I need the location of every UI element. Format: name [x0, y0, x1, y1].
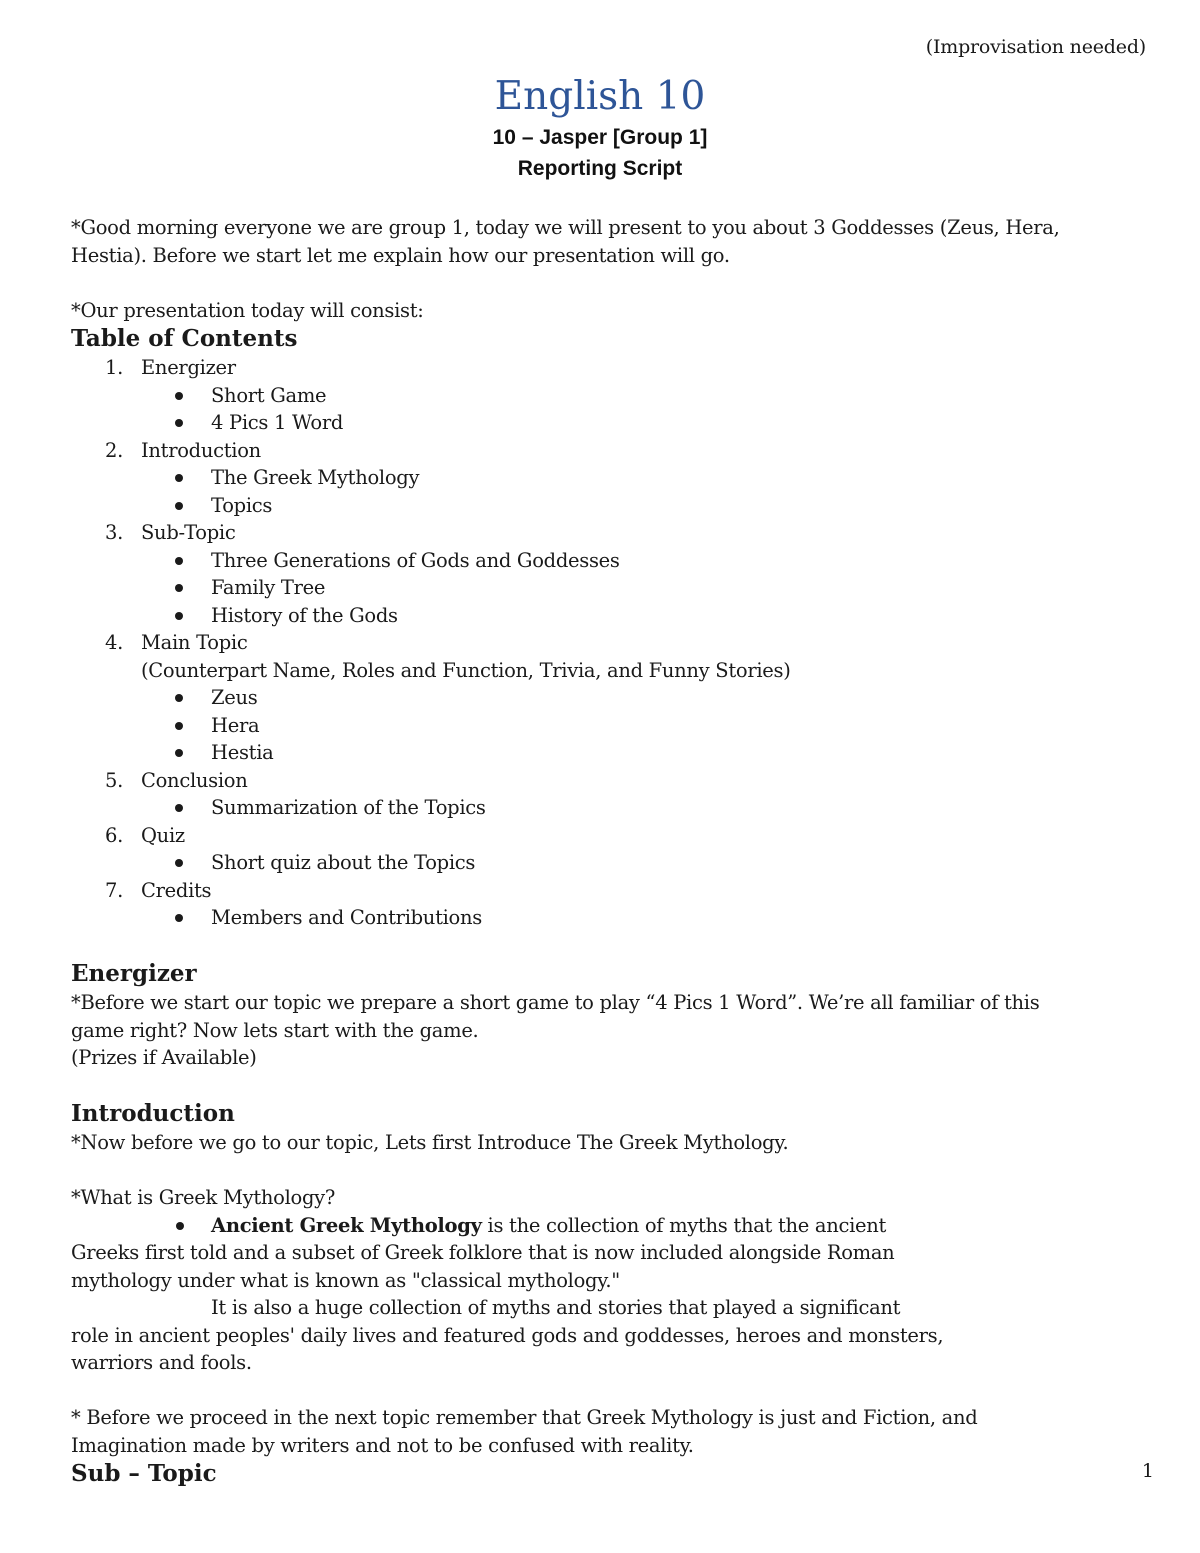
toc-item-number: 5.: [105, 768, 124, 792]
toc-item-number: 6.: [105, 823, 124, 847]
bullet-dot: [175, 474, 183, 482]
bullet-dot: [175, 694, 183, 702]
definition-term: Ancient Greek Mythology: [211, 1213, 482, 1237]
toc-list: [71, 354, 1131, 932]
toc-item-label: Introduction: [141, 438, 261, 462]
toc-subitem: [141, 547, 1131, 575]
bullet-dot: [175, 392, 183, 400]
definition-text-3: mythology under what is known as "classical mythology.": [71, 1268, 620, 1292]
toc-subitem: [141, 382, 1131, 410]
also-line-1: It is also a huge collection of myths and stories that played a significant: [211, 1296, 901, 1319]
toc-subitem-label: Summarization of the Topics: [211, 796, 486, 819]
toc-item: [71, 629, 1131, 767]
toc-item: [71, 767, 1131, 822]
toc-item-label: Sub-Topic: [141, 521, 236, 544]
bullet-dot: [175, 502, 183, 510]
toc-item: [71, 437, 1131, 520]
toc-subitem: [141, 464, 1131, 492]
toc-subitem: [141, 684, 1131, 712]
improvisation-note: (Improvisation needed): [925, 36, 1146, 58]
toc-subitem-label: Hera: [211, 713, 260, 737]
toc-subitem: [141, 409, 1131, 437]
energizer-line-1: *Before we start our topic we prepare a short game to play “4 Pics 1 Word”. We’re all familiar of this: [71, 991, 1040, 1014]
bullet-dot: [175, 749, 183, 757]
toc-subitem-label: Three Generations of Gods and Goddesses: [211, 548, 620, 572]
toc-item-number: 7.: [105, 878, 124, 902]
toc-subitem: [141, 794, 1131, 822]
bullet-dot: [175, 557, 183, 565]
energizer-line-2: game right? Now lets start with the game.: [71, 1018, 479, 1042]
toc-sublist: [141, 684, 1131, 767]
bullet-dot: [175, 859, 183, 867]
toc-subitem: [141, 904, 1131, 932]
page-number: 1: [1141, 1460, 1154, 1482]
toc-subitem-label: Short Game: [211, 383, 327, 407]
toc-subitem-label: History of the Gods: [211, 603, 398, 627]
definition-bullet: [71, 1212, 1131, 1240]
toc-item-number: 2.: [105, 438, 124, 462]
toc-subitem-label: Zeus: [211, 686, 258, 709]
greeting-line-1: *Good morning everyone we are group 1, today we will present to you about 3 Goddesses (Zeus, Hera,: [71, 216, 1060, 239]
toc-sublist: [141, 794, 1131, 822]
bullet-dot: [176, 1222, 184, 1230]
toc-item-label: Main Topic: [141, 631, 248, 654]
toc-subitem-label: The Greek Mythology: [211, 466, 420, 489]
toc-subitem: [141, 739, 1131, 767]
toc-subitem-label: Topics: [211, 493, 273, 517]
bullet-dot: [175, 722, 183, 730]
document-title: English 10: [494, 74, 706, 119]
toc-subitem: [141, 849, 1131, 877]
toc-heading: Table of Contents: [71, 325, 298, 352]
bullet-dot: [175, 612, 183, 620]
introduction-heading: Introduction: [71, 1100, 235, 1127]
toc-subitem-label: Family Tree: [211, 576, 326, 599]
toc-item-number: 4.: [105, 631, 124, 654]
toc-subitem-label: 4 Pics 1 Word: [211, 411, 344, 434]
fiction-note-2: Imagination made by writers and not to be confused with reality.: [71, 1433, 694, 1457]
also-line-2: role in ancient peoples' daily lives and featured gods and goddesses, heroes and monsters,: [71, 1323, 944, 1347]
toc-sublist: [141, 382, 1131, 437]
toc-item: [71, 354, 1131, 437]
toc-subitem-label: Hestia: [211, 741, 274, 764]
introduction-line-1: *Now before we go to our topic, Lets first Introduce The Greek Mythology.: [71, 1131, 789, 1154]
toc-subitem: [141, 712, 1131, 740]
toc-item-number: 3.: [105, 521, 124, 544]
toc-item-label: Conclusion: [141, 768, 248, 792]
toc-item-number: 1.: [105, 356, 124, 379]
group-subtitle: 10 – Jasper [Group 1]: [492, 126, 708, 149]
definition-text-1: is the collection of myths that the ancient: [481, 1213, 887, 1237]
script-subtitle: Reporting Script: [517, 157, 683, 180]
bullet-dot: [175, 914, 183, 922]
also-line-3: warriors and fools.: [71, 1351, 252, 1374]
document-body: [71, 214, 1131, 1489]
toc-subitem: [141, 574, 1131, 602]
energizer-line-3: (Prizes if Available): [71, 1046, 257, 1069]
toc-subitem: [141, 602, 1131, 630]
toc-item: [71, 822, 1131, 877]
toc-sublist: [141, 849, 1131, 877]
toc-sublist: [141, 464, 1131, 519]
toc-item-label: Energizer: [141, 356, 236, 379]
toc-sublist: [141, 547, 1131, 630]
toc-item: [71, 519, 1131, 629]
greek-mythology-question: *What is Greek Mythology?: [71, 1186, 335, 1209]
toc-sublist: [141, 904, 1131, 932]
energizer-heading: Energizer: [71, 960, 197, 987]
toc-item: [71, 877, 1131, 932]
greeting-line-2: Hestia). Before we start let me explain how our presentation will go.: [71, 243, 730, 267]
toc-item-label: Quiz: [141, 823, 185, 847]
bullet-dot: [175, 584, 183, 592]
toc-subitem-label: Short quiz about the Topics: [211, 851, 476, 874]
fiction-note-1: * Before we proceed in the next topic remember that Greek Mythology is just and Fiction, and: [71, 1406, 978, 1429]
subtopic-heading: Sub – Topic: [71, 1460, 217, 1487]
toc-item-label: Credits: [141, 878, 212, 902]
consist-line: *Our presentation today will consist:: [71, 298, 424, 322]
toc-item-note: (Counterpart Name, Roles and Function, Trivia, and Funny Stories): [141, 658, 791, 682]
toc-subitem-label: Members and Contributions: [211, 906, 482, 929]
bullet-dot: [175, 804, 183, 812]
definition-text-2: Greeks first told and a subset of Greek folklore that is now included alongside Roman: [71, 1241, 895, 1264]
bullet-dot: [175, 419, 183, 427]
toc-subitem: [141, 492, 1131, 520]
